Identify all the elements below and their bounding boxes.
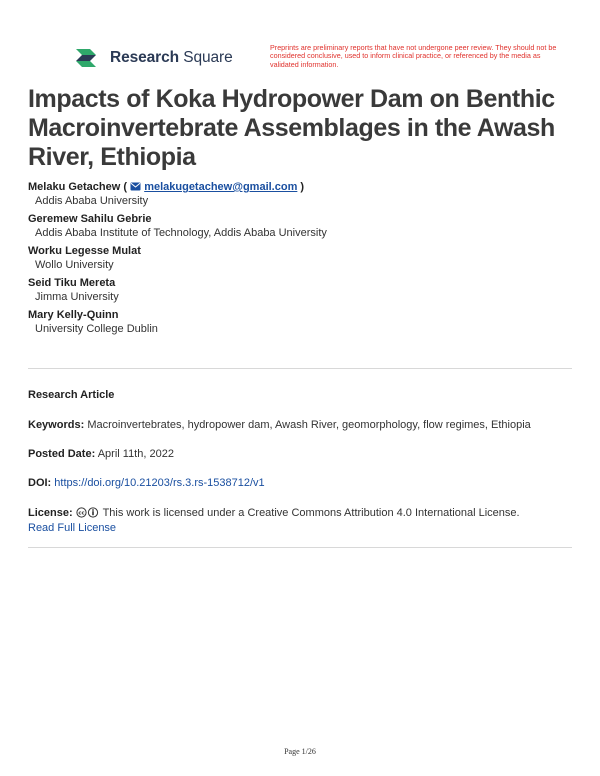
preprint-disclaimer: Preprints are preliminary reports that have not undergone peer review. They should not be considered conclusive, used to inform clinical practice, or referenced by the media as validated information.	[270, 43, 557, 69]
license-row	[28, 506, 572, 536]
author-affiliation: Wollo University	[35, 259, 114, 271]
section-divider	[28, 547, 572, 548]
author-name: Seid Tiku Mereta	[28, 277, 116, 289]
author-name: Mary Kelly-Quinn	[28, 309, 119, 321]
posted-date-label: Posted Date:	[28, 448, 96, 460]
keywords-value: Macroinvertebrates, hydropower dam, Awash River, geomorphology, flow regimes, Ethiopia	[87, 419, 531, 431]
author-name: Melaku Getachew ( melakugetachew@gmail.com )	[28, 181, 305, 193]
author-name: Worku Legesse Mulat	[28, 245, 141, 257]
svg-text:cc: cc	[78, 510, 85, 517]
envelope-icon	[130, 182, 141, 191]
doi-label: DOI:	[28, 477, 52, 489]
keywords-row	[28, 418, 572, 433]
author-item	[28, 244, 568, 272]
author-affiliation: Jimma University	[35, 291, 119, 303]
author-item	[28, 212, 568, 240]
creative-commons-icon	[76, 507, 100, 518]
author-item	[28, 180, 568, 208]
author-affiliation: University College Dublin	[35, 323, 158, 335]
author-affiliation: Addis Ababa University	[35, 195, 149, 207]
read-full-license-link[interactable]: Read Full License	[28, 522, 117, 534]
logo-text: Research Square	[110, 49, 233, 66]
author-name: Geremew Sahilu Gebrie	[28, 213, 152, 225]
posted-date-row	[28, 447, 572, 462]
license-text: This work is licensed under a Creative Commons Attribution 4.0 International License.	[102, 507, 520, 519]
author-affiliation: Addis Ababa Institute of Technology, Addis Ababa University	[35, 227, 327, 239]
doi-link[interactable]: https://doi.org/10.21203/rs.3.rs-1538712/v1	[54, 477, 265, 489]
article-type: Research Article	[28, 389, 115, 401]
research-square-logo[interactable]	[74, 46, 233, 70]
author-list	[28, 180, 568, 340]
paper-title: Impacts of Koka Hydropower Dam on Benthic Macroinvertebrate Assemblages in the Awash River, Ethiopia	[28, 85, 555, 171]
author-email-link[interactable]: melakugetachew@gmail.com	[144, 181, 298, 193]
author-item	[28, 276, 568, 304]
keywords-label: Keywords:	[28, 419, 85, 431]
author-item	[28, 308, 568, 336]
doi-row	[28, 476, 572, 491]
page-number: Page 1/26	[284, 747, 316, 756]
section-divider	[28, 368, 572, 369]
research-square-logo-icon	[74, 46, 104, 70]
posted-date-value: April 11th, 2022	[97, 448, 174, 460]
license-label: License:	[28, 507, 73, 519]
